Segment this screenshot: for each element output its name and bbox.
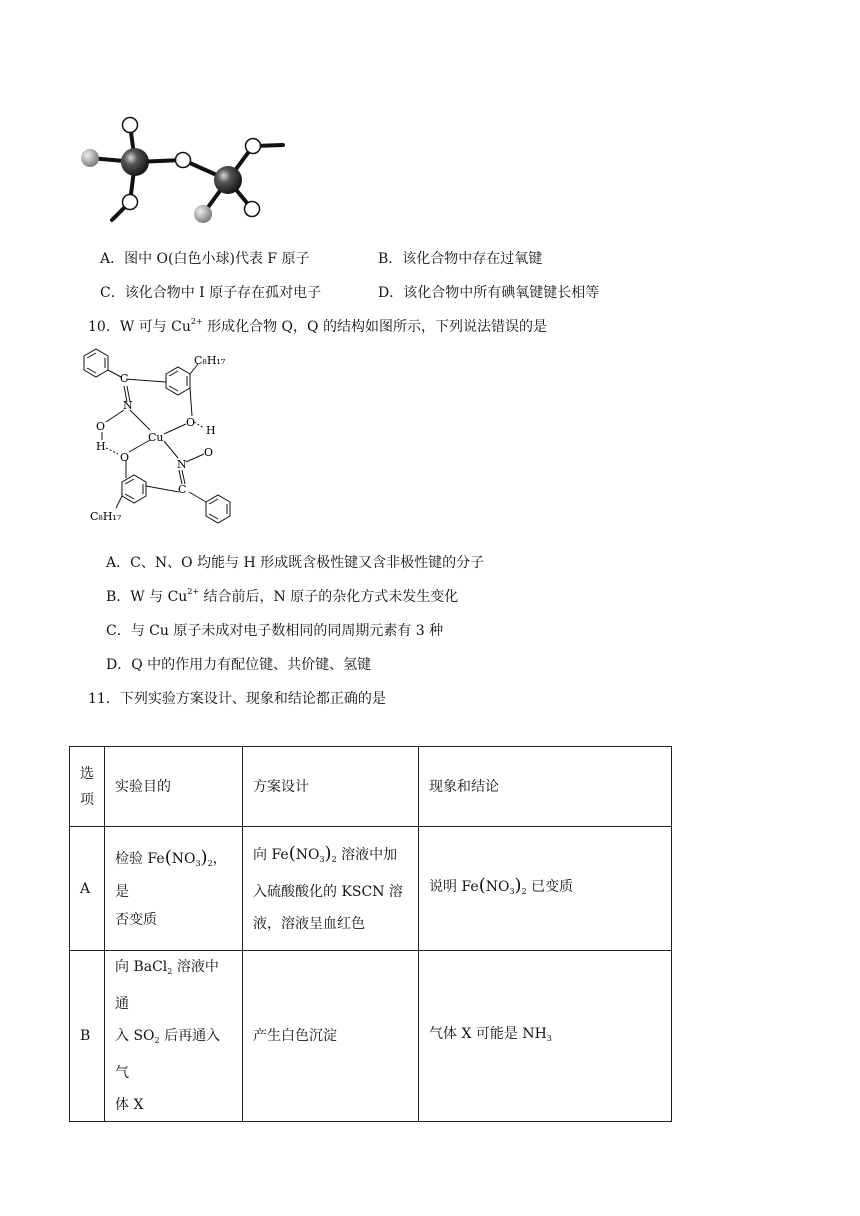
q9-option-a: A．图中 O(白色小球)代表 F 原子 (100, 251, 310, 267)
molecule-figure (70, 110, 300, 235)
header-result: 现象和结论 (419, 747, 672, 827)
q9-option-c: C．该化合物中 I 原子存在孤对电子 (100, 285, 322, 301)
row-a-design: 向 $Fe(NO_3)_2$ 溶液中加 入硫酸酸化的 KSCN 溶 液，溶液呈血红色 (243, 827, 419, 951)
q9-option-d: D．该化合物中所有碘氧键键长相等 (378, 285, 600, 301)
q11-table (69, 746, 672, 1122)
table-header-row (70, 747, 672, 827)
atom-black-big (214, 166, 242, 194)
q10-option-b: B．W 与 $Cu^{2+}$ 结合前后，N 原子的杂化方式未发生变化 (106, 587, 459, 605)
svg-text:H: H (206, 424, 216, 437)
row-a-purpose: 检验 $Fe(NO_3)_2$，是 否变质 (105, 827, 243, 951)
atom-white (246, 139, 261, 154)
q10-option-c: C．与 Cu 原子未成对电子数相同的同周期元素有 3 种 (106, 623, 444, 639)
atom-gray-left (81, 149, 99, 167)
q10-option-a: A．C、N、O 均能与 H 形成既含极性键又含非极性键的分子 (106, 555, 485, 571)
svg-text:N: N (177, 458, 187, 471)
svg-text:O: O (96, 420, 106, 433)
row-b-purpose: 向 BaCl$_2$ 溶液中通 入 $SO_2$ 后再通入气 体 X (105, 951, 243, 1122)
atom-white (176, 153, 191, 168)
struct-c8h17-bottom: C₈H₁₇ (90, 510, 122, 523)
header-option: 选 项 (70, 747, 105, 827)
table-row (70, 951, 672, 1122)
svg-text:C: C (120, 372, 129, 385)
header-design: 方案设计 (243, 747, 419, 827)
row-b-design: 产生白色沉淀 (243, 951, 419, 1122)
header-purpose: 实验目的 (105, 747, 243, 827)
row-a-label: A (70, 827, 105, 951)
q10-stem: 10．W 可与 $Cu^{2+}$ 形成化合物 Q，Q 的结构如图所示，下列说法错误的是 (88, 317, 547, 335)
svg-text:O: O (120, 451, 130, 464)
svg-text:C: C (178, 483, 187, 496)
q10-option-d: D．Q 中的作用力有配位键、共价键、氢键 (106, 657, 372, 673)
atom-white (245, 202, 260, 217)
q11-stem: 11．下列实验方案设计、现象和结论都正确的是 (88, 691, 386, 707)
complex-structure (74, 344, 254, 530)
svg-text:O: O (186, 416, 196, 429)
atom-white (123, 118, 138, 133)
atom-gray-bottom (194, 205, 212, 223)
struct-cu: Cu (148, 431, 164, 444)
svg-text:H: H (96, 440, 106, 453)
struct-c8h17-top: C₈H₁₇ (194, 354, 226, 367)
table-row (70, 827, 672, 951)
atom-white (123, 195, 138, 210)
svg-text:O: O (204, 446, 214, 459)
row-a-result: 说明 $Fe(NO_3)_2$ 已变质 (419, 827, 672, 951)
row-b-result: 气体 X 可能是 $NH_3$ (419, 951, 672, 1122)
svg-text:N: N (123, 399, 133, 412)
atom-black-big (121, 148, 149, 176)
q9-option-b: B．该化合物中存在过氧键 (378, 251, 543, 267)
row-b-label: B (70, 951, 105, 1122)
